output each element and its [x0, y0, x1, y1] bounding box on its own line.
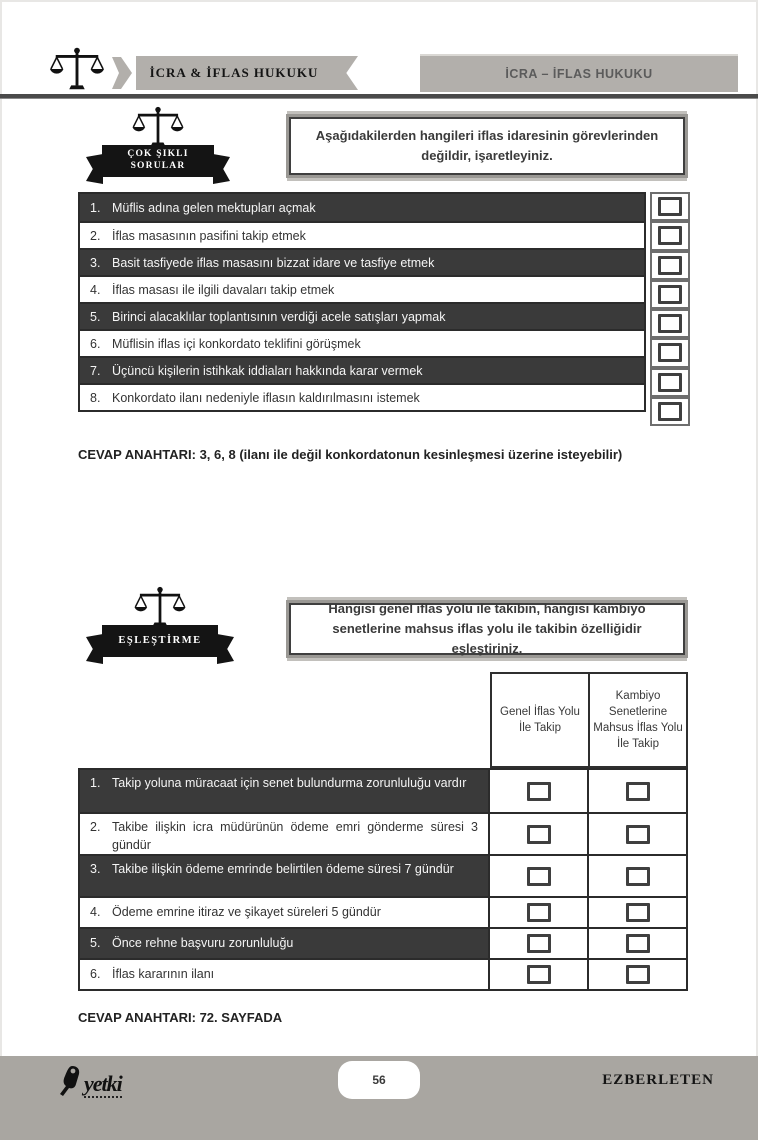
footer-bar	[0, 1056, 758, 1140]
badge-label: ÇOK ŞIKLI SORULAR	[102, 145, 214, 177]
question-text-1: Aşağıdakilerden hangileri iflas idaresinin görevlerinden değildir, işaretleyiniz.	[289, 117, 685, 175]
column-header-kambiyo: Kambiyo Senetlerine Mahsus İflas Yolu İle Takip	[590, 672, 688, 768]
table-row: 6. İflas kararının ilanı	[80, 958, 686, 989]
checkbox-cell	[650, 338, 690, 367]
quill-icon	[58, 1064, 84, 1098]
checkbox[interactable]	[658, 402, 682, 421]
column-header-genel-iflas: Genel İflas Yolu İle Takip	[490, 672, 590, 768]
header-chapter-title: İCRA – İFLAS HUKUKU	[420, 54, 738, 92]
header-book-title: İCRA & İFLAS HUKUKU	[136, 56, 332, 90]
ribbon-tail-icon	[213, 154, 230, 184]
checkbox-cell	[650, 368, 690, 397]
checkbox-cell	[650, 309, 690, 338]
checkbox-cell	[650, 192, 690, 221]
checkbox-cell	[488, 814, 587, 854]
checkbox[interactable]	[626, 782, 650, 801]
checkbox-cell	[587, 960, 686, 989]
header-divider	[0, 94, 758, 99]
checkbox[interactable]	[658, 256, 682, 275]
scales-icon	[132, 586, 188, 628]
checkbox-cell	[488, 960, 587, 989]
multi-choice-table	[78, 192, 646, 412]
page-number: 56	[338, 1061, 420, 1099]
question-box-1	[286, 114, 688, 178]
checkbox[interactable]	[527, 825, 551, 844]
table-row: 8. Konkordato ilanı nedeniyle iflasın kaldırılmasını istemek	[80, 383, 644, 410]
section-badge-multi-choice	[88, 106, 228, 177]
checkbox[interactable]	[658, 197, 682, 216]
table-row: 2. Takibe ilişkin icra müdürünün ödeme emri gönderme süresi 3 gündür	[80, 812, 686, 854]
checkbox[interactable]	[626, 825, 650, 844]
checkbox[interactable]	[626, 903, 650, 922]
table-row: 4. Ödeme emrine itiraz ve şikayet süreleri 5 gündür	[80, 896, 686, 927]
checkbox-cell	[650, 280, 690, 309]
checkbox[interactable]	[527, 934, 551, 953]
checkbox[interactable]	[658, 285, 682, 304]
checkbox-cell	[488, 770, 587, 812]
question-text-2: Hangisi genel iflas yolu ile takibin, hangisi kambiyo senetlerine mahsus iflas yolu ile takibin özelliğidir eşleştiriniz.	[289, 603, 685, 655]
table-row: 2. İflas masasının pasifini takip etmek	[80, 221, 644, 248]
table-row: 1. Takip yoluna müracaat için senet bulundurma zorunluluğu vardır	[80, 770, 686, 812]
checkbox-cell	[587, 856, 686, 896]
checkbox-cell	[488, 856, 587, 896]
table-row: 3. Basit tasfiyede iflas masasını bizzat idare ve tasfiye etmek	[80, 248, 644, 275]
checkbox[interactable]	[658, 314, 682, 333]
scales-logo-icon	[48, 46, 106, 92]
matching-table-header	[490, 672, 688, 768]
answer-key-2: CEVAP ANAHTARI: 72. SAYFADA	[78, 1010, 283, 1025]
checkbox[interactable]	[626, 965, 650, 984]
table-row: 7. Üçüncü kişilerin istihkak iddiaları hakkında karar vermek	[80, 356, 644, 383]
checkbox[interactable]	[527, 965, 551, 984]
checkbox[interactable]	[527, 867, 551, 886]
section-badge-matching	[88, 586, 232, 657]
series-brand: EZBERLETEN	[602, 1072, 714, 1088]
ribbon-tail-icon	[86, 634, 103, 664]
checkbox[interactable]	[626, 867, 650, 886]
matching-table	[78, 768, 688, 991]
checkbox[interactable]	[527, 903, 551, 922]
question-box-2	[286, 600, 688, 658]
table-row: 5. Önce rehne başvuru zorunluluğu	[80, 927, 686, 958]
publisher-logo-text: yetki	[84, 1072, 122, 1098]
checkbox-cell	[650, 221, 690, 250]
header-ribbon-fold-icon	[332, 56, 358, 90]
checkbox[interactable]	[527, 782, 551, 801]
table-row: 5. Birinci alacaklılar toplantısının verdiği acele satışları yapmak	[80, 302, 644, 329]
ribbon-tail-icon	[86, 154, 103, 184]
table-row: 1. Müflis adına gelen mektupları açmak	[80, 194, 644, 221]
ribbon-tail-icon	[217, 634, 234, 664]
checkbox-cell	[650, 251, 690, 280]
checkbox-cell	[587, 814, 686, 854]
checkbox-cell	[488, 898, 587, 927]
scales-icon	[130, 106, 186, 148]
header-chevron-icon	[112, 57, 132, 89]
checkbox[interactable]	[626, 934, 650, 953]
badge-label: EŞLEŞTİRME	[102, 625, 218, 657]
checkbox-cell	[587, 929, 686, 958]
table-row: 4. İflas masası ile ilgili davaları takip etmek	[80, 275, 644, 302]
checkbox-cell	[587, 770, 686, 812]
publisher-logo	[58, 1064, 122, 1098]
checkbox-cell	[650, 397, 690, 426]
table-row: 3. Takibe ilişkin ödeme emrinde belirtilen ödeme süresi 7 gündür	[80, 854, 686, 896]
table-row: 6. Müflisin iflas içi konkordato teklifini görüşmek	[80, 329, 644, 356]
checkbox-cell	[488, 929, 587, 958]
answer-key-1: CEVAP ANAHTARI: 3, 6, 8 (ilanı ile değil konkordatonun kesinleşmesi üzerine isteyebilir)	[78, 447, 623, 462]
checkbox[interactable]	[658, 373, 682, 392]
checkbox-cell	[587, 898, 686, 927]
checkbox[interactable]	[658, 226, 682, 245]
multi-choice-checkbox-column	[650, 192, 690, 426]
checkbox[interactable]	[658, 343, 682, 362]
